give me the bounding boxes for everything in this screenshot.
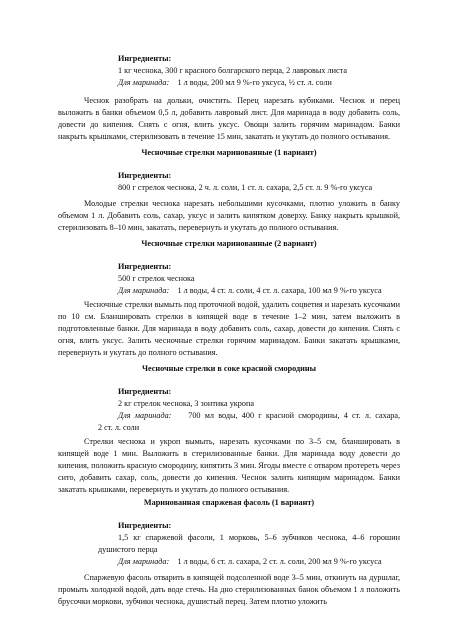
marinade-line xyxy=(118,77,347,89)
ingredients-block xyxy=(98,520,400,568)
marinade-line xyxy=(98,410,400,422)
recipe-heading: Маринованная спаржевая фасоль (1 вариант) xyxy=(143,498,315,507)
recipe-heading: Чесночные стрелки маринованные (1 вариант) xyxy=(141,148,317,157)
marinade-line-cont: 2 ст. л. соли xyxy=(98,423,140,432)
instruction-paragraph: Молодые стрелки чеснока нарезать небольшими кусочками, плотно уложить в банку объемом 1 л. Добавить соль, сахар, уксус и залить кипятком доверху. Банку накрыть крышкой, стерилизовать 8–10 мин, закатать, перевернуть и укутать до полного остывания. xyxy=(58,199,400,232)
ingredients-title: Ингредиенты: xyxy=(118,521,172,530)
marinade-label: Для маринада: xyxy=(118,78,170,87)
ingredients-line: 800 г стрелок чеснока, 2 ч. л. соли, 1 ст. л. сахара, 2,5 ст. л. 9 %-го уксуса xyxy=(118,183,373,192)
ingredients-block xyxy=(118,170,372,194)
ingredients-line: 500 г стрелок чеснока xyxy=(118,274,195,283)
ingredients-line-cont: душистого перца xyxy=(98,545,158,554)
marinade-text: 700 мл воды, 400 г красной смородины, 4 ст. л. сахара, xyxy=(188,411,400,420)
marinade-label: Для маринада: xyxy=(118,557,170,566)
ingredients-title: Ингредиенты: xyxy=(118,262,172,271)
instruction-paragraph: Стрелки чеснока и укроп вымыть, нарезать кусочками по 3–5 см, бланшировать в кипящей воде 1 мин. Выложить в стерилизованные банки. Для маринада воду довести до кипения, положить красную смородину, кипятить 3 мин. Ягоды вместе с отваром протереть через сито, добавить сахар, соль, довести до кипения. Чеснок залить кипящим маринадом. Банки закатать крышками, перевернуть и укутать до полного остывания. xyxy=(58,437,400,494)
recipe-heading: Чесночные стрелки в соке красной смородины xyxy=(142,364,316,373)
instruction-paragraph: Чесночные стрелки вымыть под проточной водой, удалить соцветия и нарезать кусочками по 10 см. Бланшировать стрелки в кипящей воде в течение 1–2 мин, затем выложить в подготовленные банки. Для маринада в воду добавить соль, сахар, довести до кипения. Снять с огня, влить уксус. Залить чесночные стрелки горячим маринадом. Банки закатать крышками, перевернуть и укутать до полного остывания. xyxy=(58,300,400,357)
marinade-label: Для маринада: xyxy=(118,411,172,420)
ingredients-title: Ингредиенты: xyxy=(118,387,172,396)
marinade-text: 1 л воды, 4 ст. л. соли, 4 ст. л. сахара, 100 мл 9 %-го уксуса xyxy=(177,286,382,295)
marinade-line xyxy=(98,556,400,568)
instruction-paragraph: Чеснок разобрать на дольки, очистить. Перец нарезать кубиками. Чеснок и перец выложить в банки объемом 0,5 л, добавить лавровый лист. Для маринада в воду добавить соль, довести до кипения. Снять с огня, влить уксус. Овощи залить горячим маринадом. Банки накрыть крышками, стерилизовать в течение 15 мин, закатать и укутать до полного остывания. xyxy=(58,96,400,141)
ingredients-line: 2 кг стрелок чеснока, 3 зонтика укропа xyxy=(118,399,254,408)
recipe-heading: Чесночные стрелки маринованные (2 вариант) xyxy=(141,239,317,248)
marinade-line xyxy=(118,285,382,297)
ingredients-line: 1,5 кг спаржевой фасоли, 1 морковь, 5–6 зубчиков чеснока, 4–6 горошин xyxy=(118,533,400,542)
instruction-paragraph: Спаржевую фасоль отварить в кипящей подсоленной воде 3–5 мин, откинуть на дуршлаг, промыть холодной водой, дать воде стечь. На дно стерилизованных банок объемом 1 л положить брусочки моркови, зубчики чеснока, душистый перец. Затем плотно уложить xyxy=(58,573,400,606)
ingredients-block xyxy=(98,386,400,434)
ingredients-block xyxy=(118,53,347,89)
marinade-text: 1 л воды, 6 ст. л. сахара, 2 ст. л. соли, 200 мл 9 %-го уксуса xyxy=(177,557,382,566)
marinade-text: 1 л воды, 200 мл 9 %-го уксуса, ½ ст. л. соли xyxy=(177,78,332,87)
marinade-label: Для маринада: xyxy=(118,286,170,295)
ingredients-title: Ингредиенты: xyxy=(118,171,172,180)
ingredients-block xyxy=(118,261,382,297)
ingredients-title: Ингредиенты: xyxy=(118,54,172,63)
ingredients-line: 1 кг чеснока, 300 г красного болгарского перца, 2 лавровых листа xyxy=(118,66,347,75)
